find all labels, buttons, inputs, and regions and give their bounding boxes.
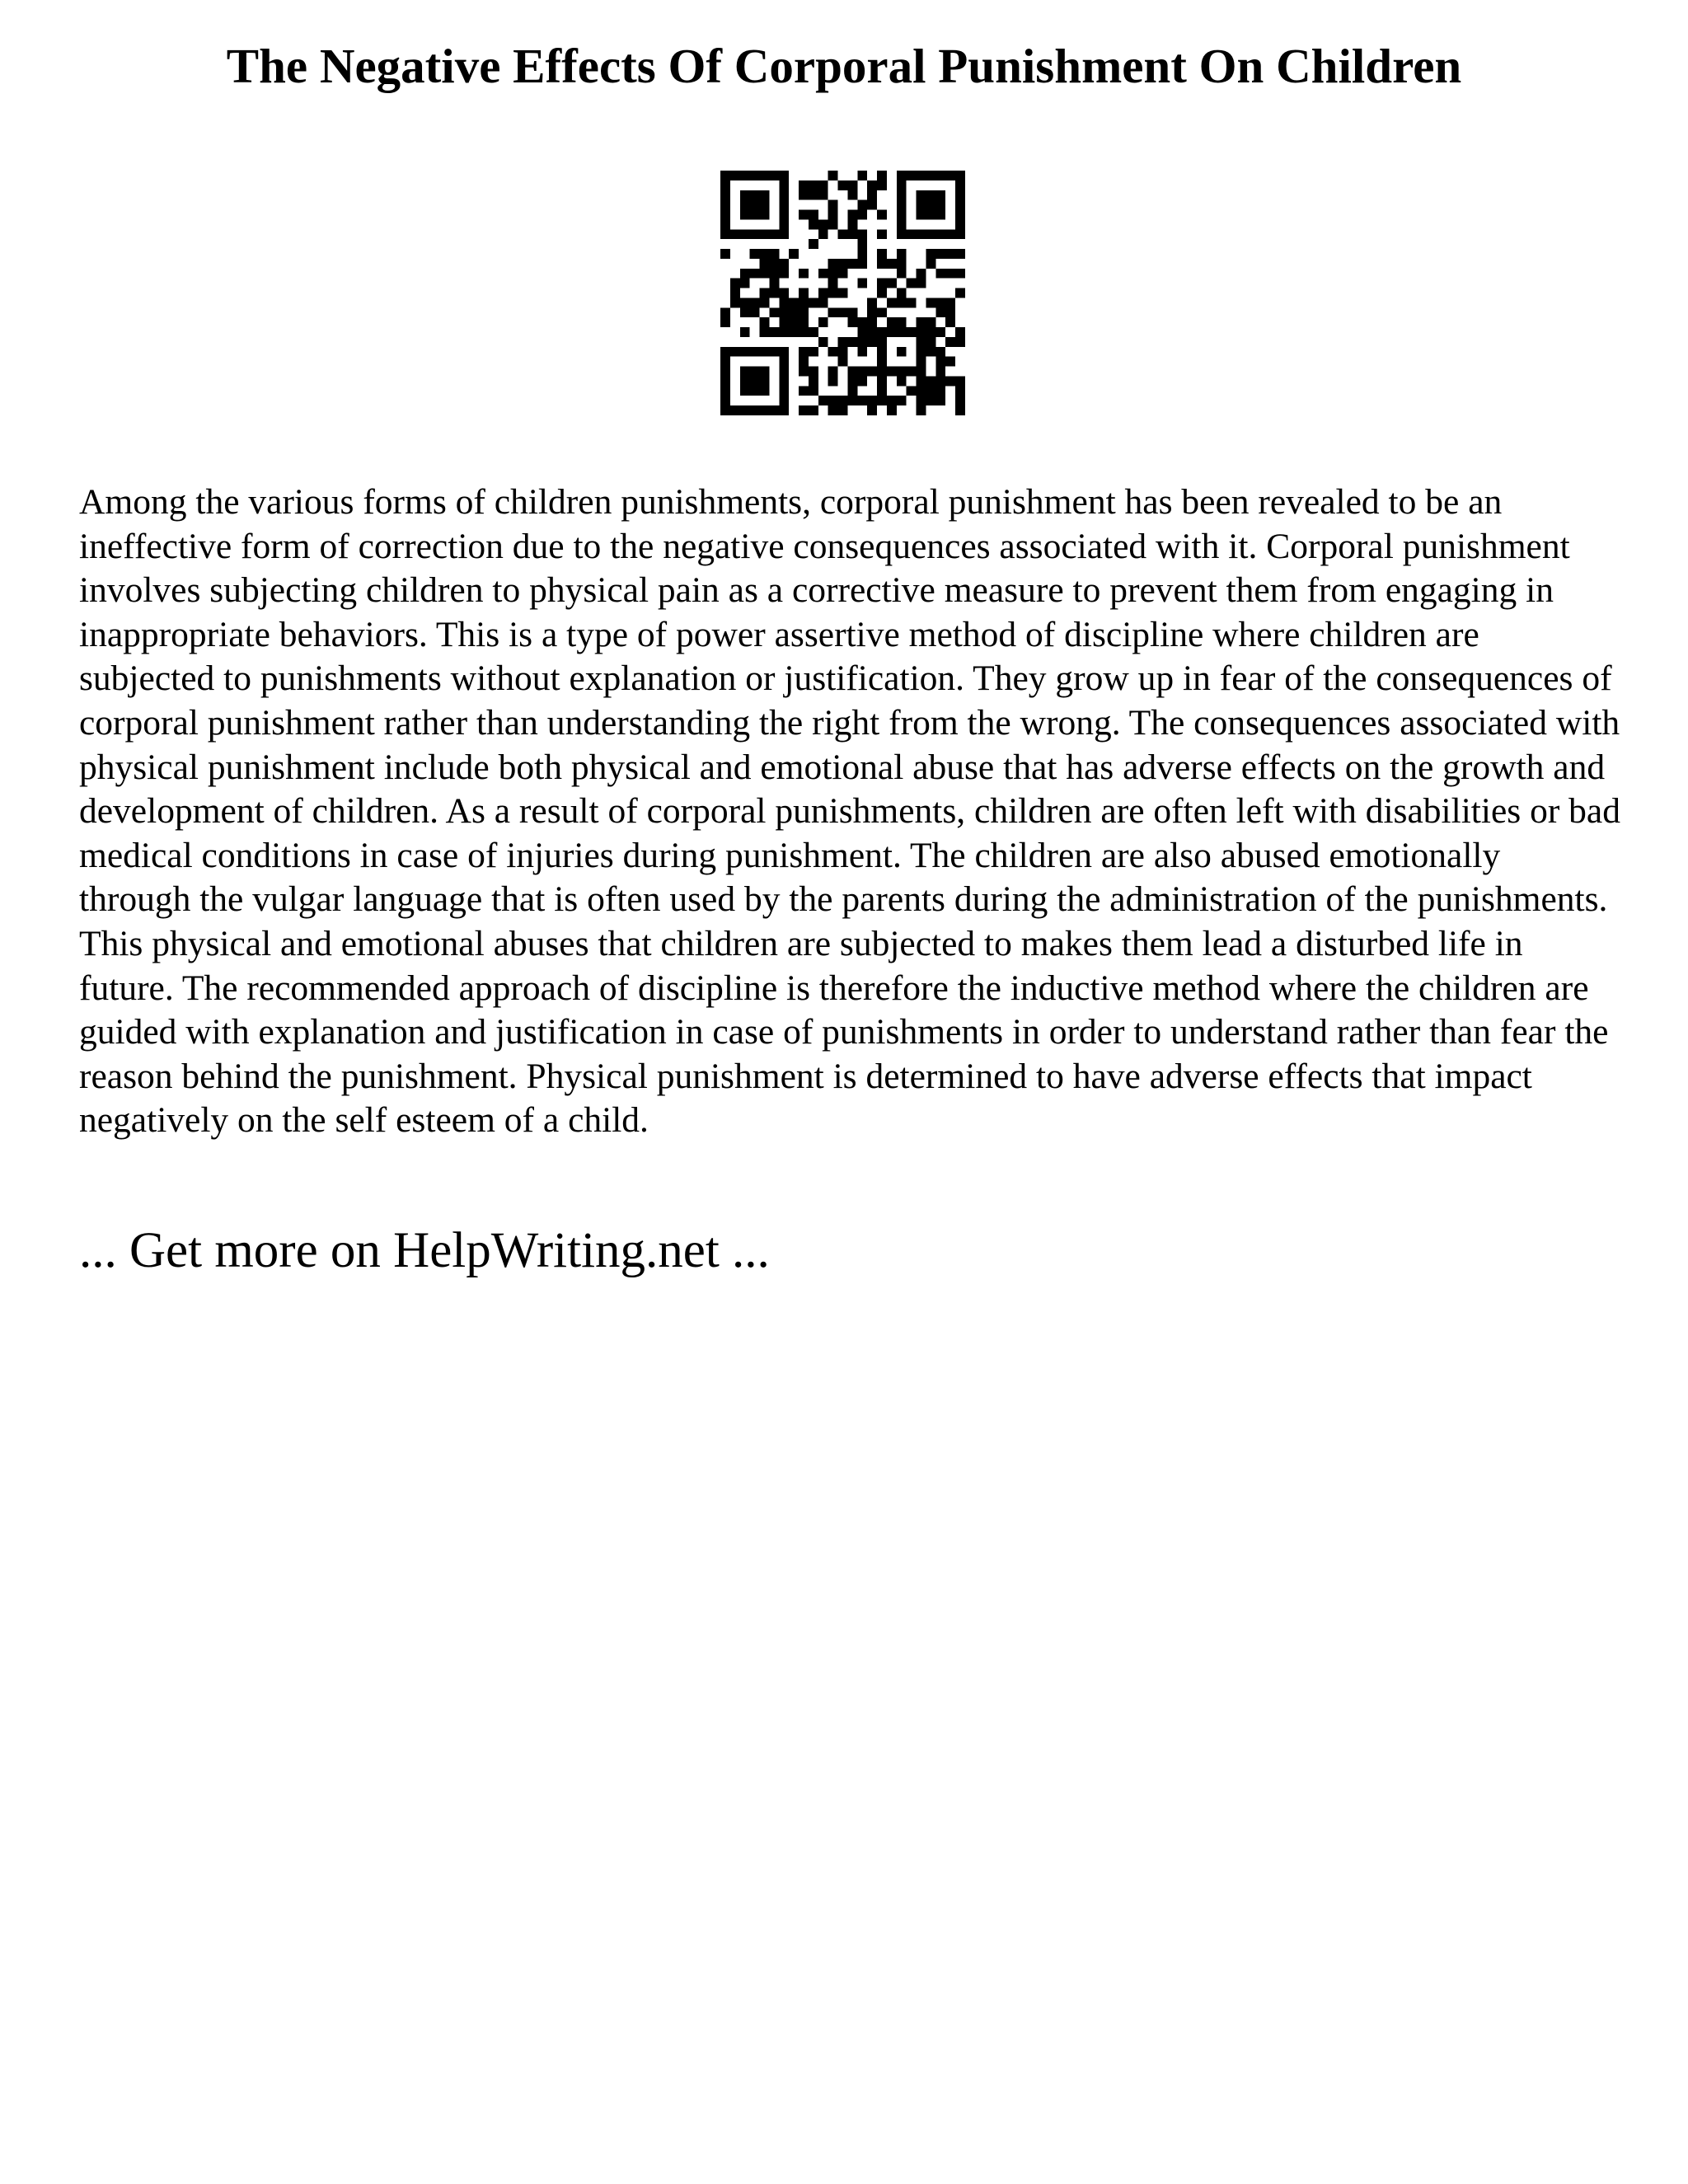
page-title: The Negative Effects Of Corporal Punishment On Children: [226, 39, 1462, 93]
qr-code-icon: [720, 171, 965, 415]
get-more-link[interactable]: ... Get more on HelpWriting.net ...: [79, 1223, 770, 1278]
essay-paragraph: Among the various forms of children punishments, corporal punishment has been revealed to be an ineffective form of correction due to the negative consequences associated with it. Corporal punishment involves subjecting children to physical pain as a corrective measure to prevent them from engaging in inappropriate behaviors. This is a type of power assertive method of discipline where children are subjected to punishments without explanation or justification. They grow up in fear of the consequences of corporal punishment rather than understanding the right from the wrong. The consequences associated with physical punishment include both physical and emotional abuse that has adverse effects on the growth and development of children. As a result of corporal punishments, children are often left with disabilities or bad medical conditions in case of injuries during punishment. The children are also abused emotionally through the vulgar language that is often used by the parents during the administration of the punishments. This physical and emotional abuses that children are subjected to makes them lead a disturbed life in future. The recommended approach of discipline is therefore the inductive method where the children are guided with explanation and justification in case of punishments in order to understand rather than fear the reason behind the punishment. Physical punishment is determined to have adverse effects that impact negatively on the self esteem of a child.: [79, 482, 1620, 1141]
